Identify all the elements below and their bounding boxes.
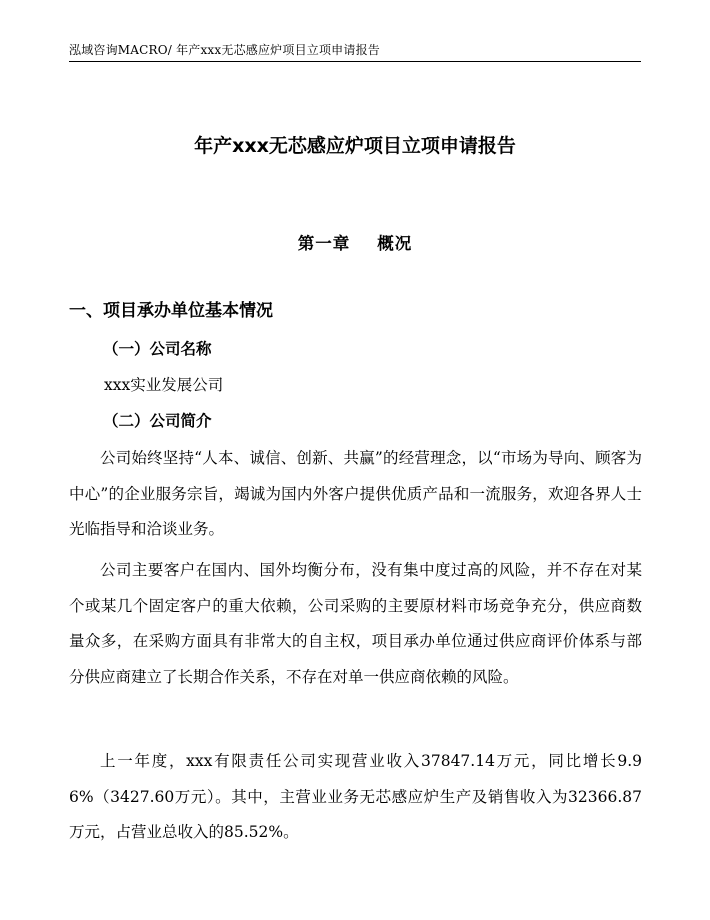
header-divider bbox=[69, 61, 641, 62]
paragraph-revenue: 上一年度，xxx有限责任公司实现营业收入37847.14万元，同比增长9.96%（3427.60万元）。其中，主营业业务无芯感应炉生产及销售收入为32366.87万元，占营业总收入的85.52%。 bbox=[69, 752, 642, 841]
paragraph-philosophy: 公司始终坚持“人本、诚信、创新、共赢”的经营理念，以“市场为导向、顾客为中心”的企业服务宗旨，竭诚为国内外客户提供优质产品和一流服务，欢迎各界人士光临指导和洽谈业务。 bbox=[69, 449, 642, 538]
subsection-heading-company-name: （一）公司名称 bbox=[103, 340, 212, 358]
chapter-title: 第一章 概况 bbox=[297, 234, 413, 253]
document-title: 年产xxx无芯感应炉项目立项申请报告 bbox=[194, 135, 516, 157]
paragraph-customers-suppliers: 公司主要客户在国内、国外均衡分布，没有集中度过高的风险，并不存在对某个或某几个固定客户的重大依赖，公司采购的主要原材料市场竞争充分，供应商数量众多，在采购方面具有非常大的自主权，项目承办单位通过供应商评价体系与部分供应商建立了长期合作关系，不存在对单一供应商依赖的风险。 bbox=[69, 561, 642, 686]
company-name-text: xxx实业发展公司 bbox=[104, 376, 224, 394]
subsection-heading-company-profile: （二）公司简介 bbox=[103, 412, 212, 430]
running-header: 泓域咨询MACRO/ 年产xxx无芯感应炉项目立项申请报告 bbox=[69, 43, 380, 57]
section-heading: 一、项目承办单位基本情况 bbox=[69, 301, 273, 321]
